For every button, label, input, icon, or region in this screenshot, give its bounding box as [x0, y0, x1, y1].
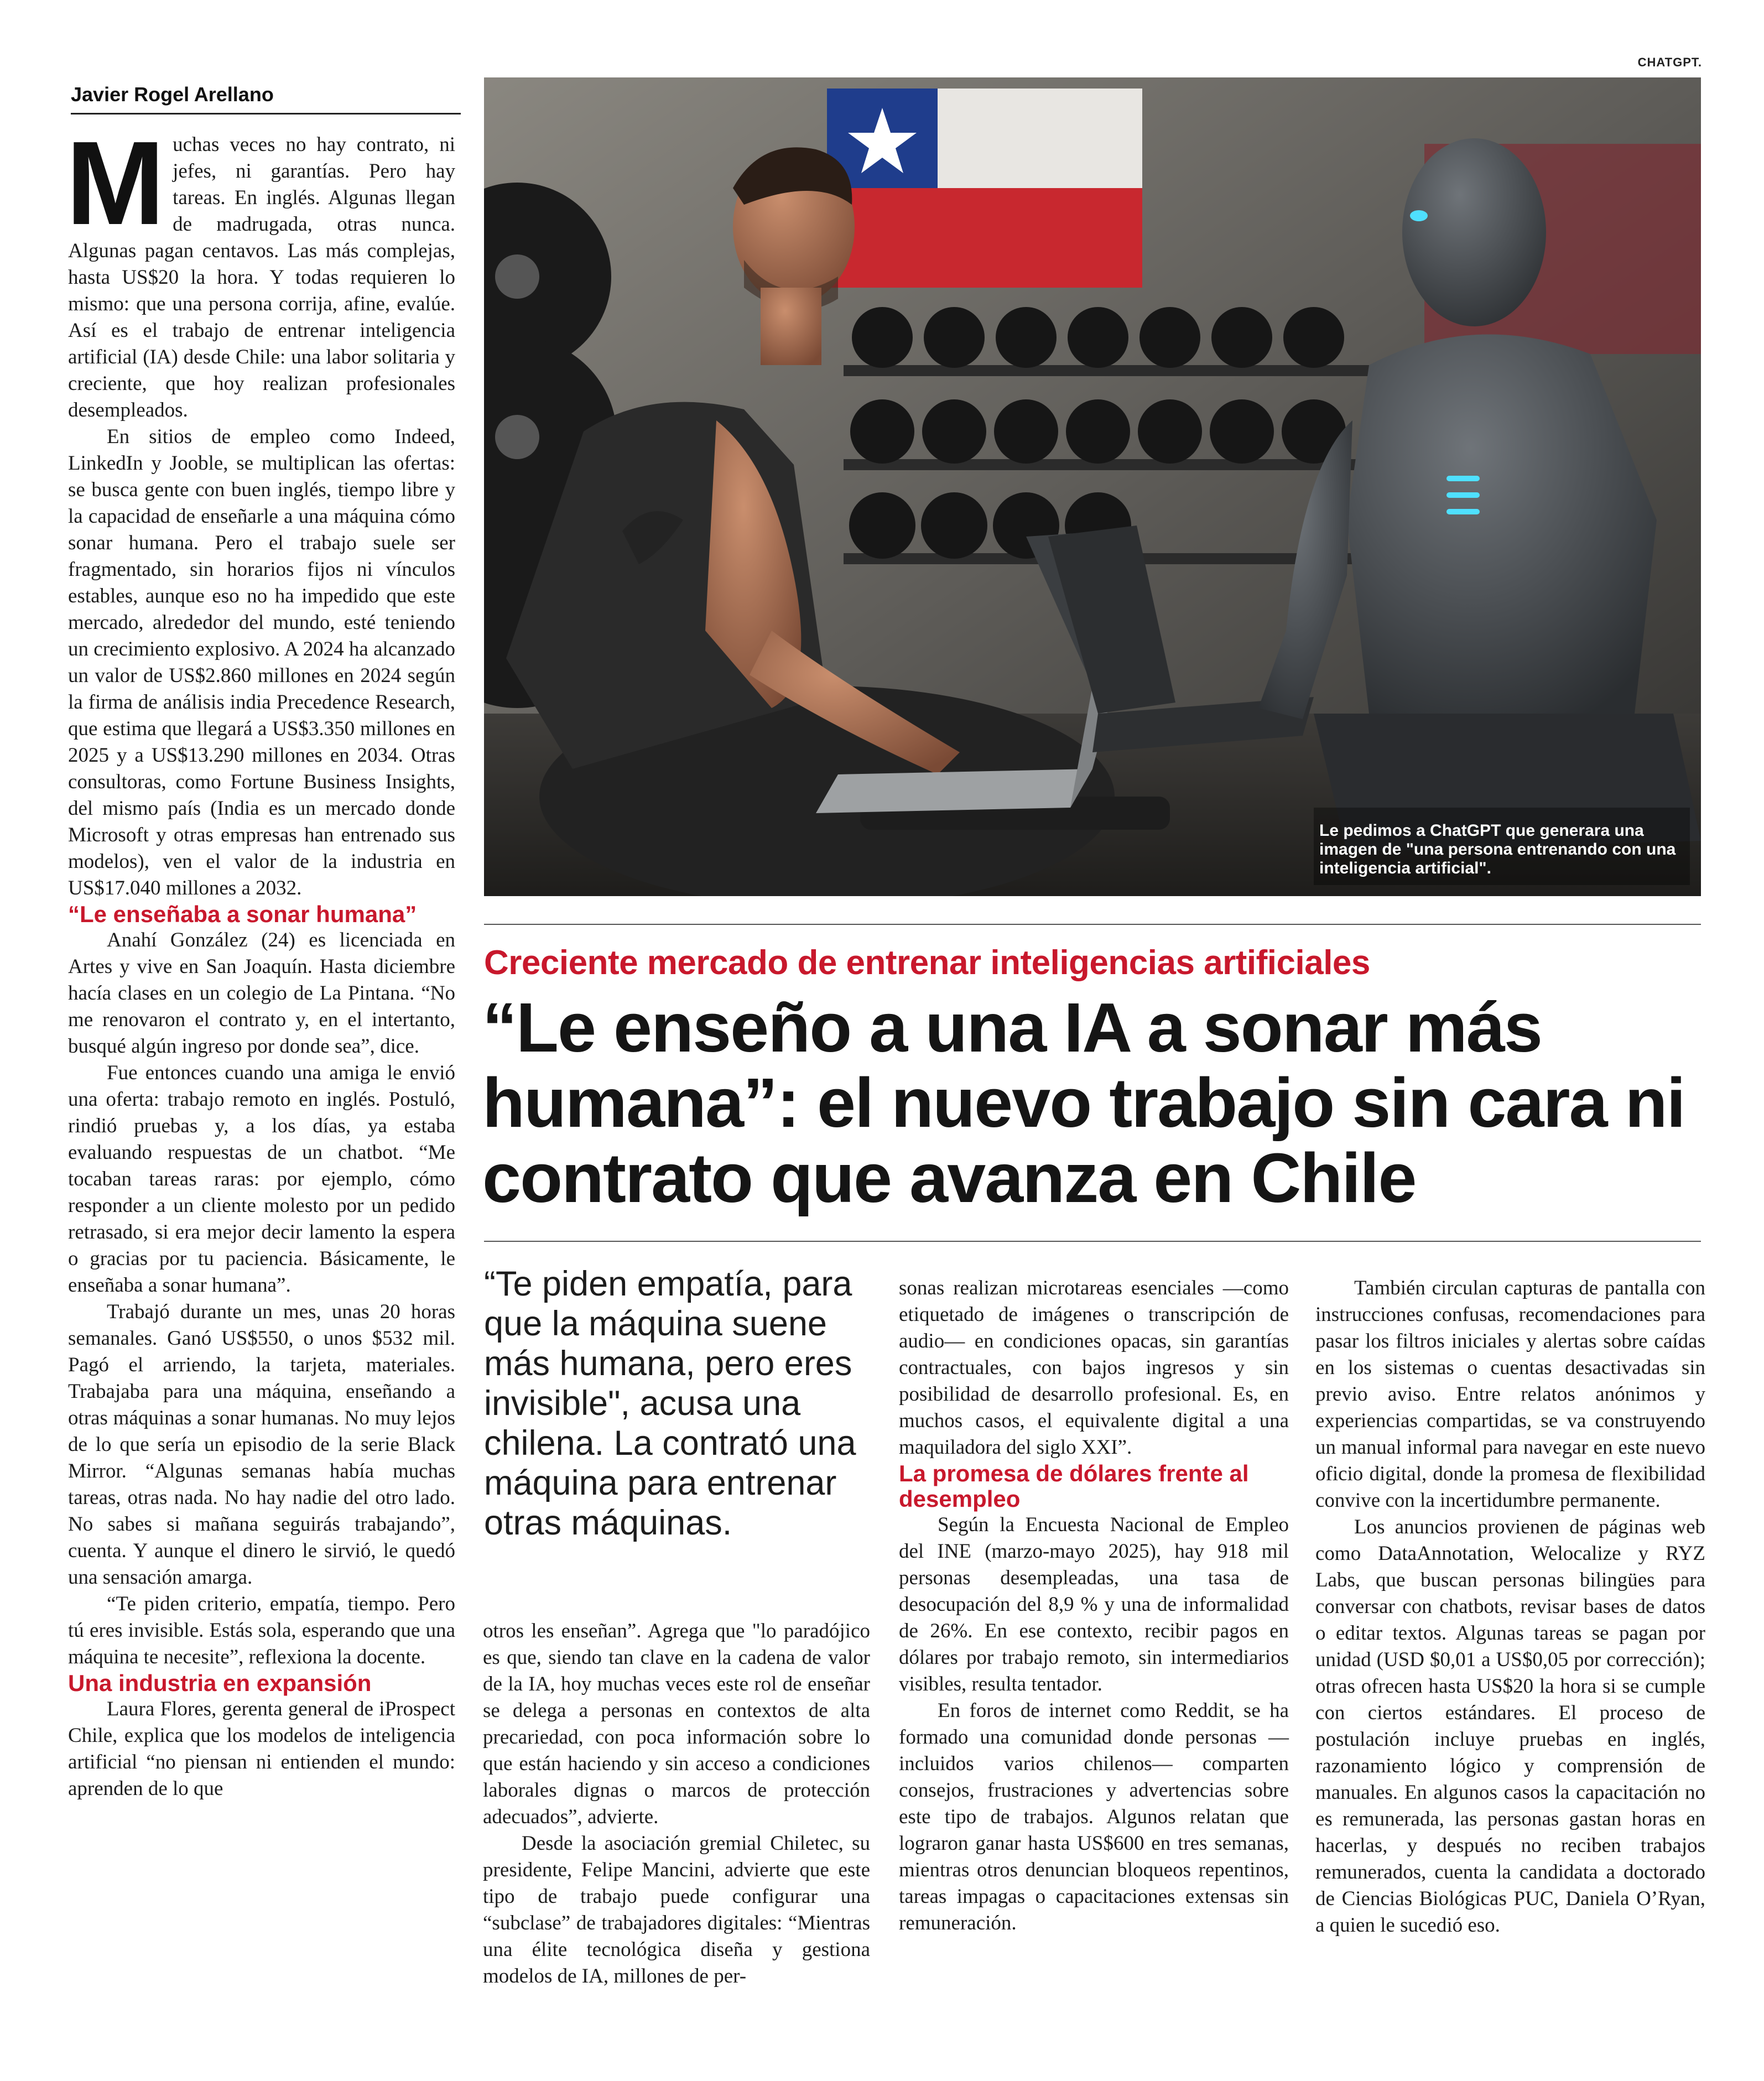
- paragraph: En foros de internet como Reddit, se ha formado una comunidad donde personas —incluidos varios chilenos— comparten consejos, frustraciones y advertencias sobre este tipo de trabajos. Algunos relatan que lograron ganar hasta US$600 en tres semanas, mientras otros denuncian bloqueos repentinos, tareas impagas o capacitaciones extensas sin remuneración.: [899, 1699, 1289, 1934]
- headline: “Le enseño a una IA a sonar más humana”: el nuevo trabajo sin cara ni contrato que avanza en Chile: [482, 989, 1685, 1217]
- ai-training-illustration: [484, 77, 1701, 896]
- kicker: Creciente mercado de entrenar inteligencias artificiales: [484, 944, 1370, 982]
- article-column-3: [899, 1275, 1289, 1937]
- divider: [484, 924, 1701, 925]
- paragraph: sonas realizan microtareas esenciales —como etiquetado de imágenes o transcripción de audio— en condiciones opacas, sin garantías contractuales, con bajos ingresos y sin posibilidad de desarrollo profesional. Es, en muchos casos, el equivalente digital a una maquiladora del siglo XXI”.: [899, 1277, 1289, 1459]
- paragraph: “Te piden criterio, empatía, tiempo. Pero tú eres invisible. Estás sola, esperando que una máquina te necesite”, reflexiona la docente.: [68, 1593, 455, 1668]
- article-column-2: [483, 1618, 870, 1990]
- paragraph: También circulan capturas de pantalla con instrucciones confusas, recomendaciones para pasar los filtros iniciales y alertas sobre caídas en los sistemas o cuentas desactivadas sin previo aviso. Entre relatos anónimos y experiencias compartidas, se va construyendo un manual informal para navegar en este nuevo oficio digital, donde la promesa de flexibilidad convive con la incertidumbre permanente.: [1315, 1277, 1705, 1512]
- byline: Javier Rogel Arellano: [71, 83, 461, 115]
- subheading-industria: Una industria en expansión: [68, 1670, 372, 1696]
- subheading-humana: “Le enseñaba a sonar humana”: [68, 901, 417, 927]
- paragraph: Laura Flores, gerenta general de iProspect Chile, explica que los modelos de inteligencia artificial “no piensan ni entienden el mundo: aprenden de lo que: [68, 1698, 455, 1800]
- photo-credit: CHATGPT.: [1637, 55, 1702, 69]
- paragraph: Los anuncios provienen de páginas web como DataAnnotation, Welocalize y RYZ Labs, que buscan personas bilingües para conversar con chatbots, revisar bases de datos o editar textos. Algunas tareas se pagan por unidad (USD $0,01 a US$0,05 por corrección); otras ofrecen hasta US$20 la hora si se cumple con ciertos estándares. El proceso de postulación incluye pruebas en inglés, razonamiento lógico y comprensión de manuales. En algunos casos la capacitación no es remunerada, las personas gastan horas en hacerlas, y después no reciben trabajos remunerados, cuenta la candidata a doctorado de Ciencias Biológicas PUC, Daniela O’Ryan, a quien le sucedió eso.: [1315, 1516, 1705, 1937]
- divider: [484, 1241, 1701, 1242]
- drop-cap: M: [66, 116, 165, 249]
- paragraph: Desde la asociación gremial Chiletec, su presidente, Felipe Mancini, advierte que este tipo de trabajo puede configurar una “subclase” de trabajadores digitales: “Mientras una élite tecnológica diseña y gestiona modelos de IA, millones de per-: [483, 1832, 870, 1988]
- article-column-4: [1315, 1275, 1705, 1939]
- paragraph: En sitios de empleo como Indeed, LinkedIn y Jooble, se multiplican las ofertas: se busca gente con buen inglés, tiempo libre y la capacidad de enseñarle a una máquina cómo sonar humana. Pero el trabajo suele ser fragmentado, sin horarios fijos ni vínculos estables, aunque eso no ha impedido que este mercado, alrededor del mundo, esté teniendo un crecimiento explosivo. A 2024 ha alcanzado un valor de US$2.860 millones en 2024 según la firma de análisis india Precedence Research, que estima que llegará a US$3.350 millones en 2025 y a US$13.290 millones en 2034. Otras consultoras, como Fortune Business Insights, del mismo país (India es un mercado donde Microsoft y otras empresas han entrenado sus modelos), ven el valor de la industria en US$17.040 millones a 2032.: [68, 425, 455, 899]
- paragraph: Según la Encuesta Nacional de Empleo del INE (marzo-mayo 2025), hay 918 mil personas desempleadas, una tasa de desocupación del 8,9 % y una de informalidad de 26%. En ese contexto, recibir pagos en dólares por trabajo remoto, sin intermediarios visibles, resulta tentador.: [899, 1513, 1289, 1695]
- paragraph: Anahí González (24) es licenciada en Artes y vive en San Joaquín. Hasta diciembre hacía clases en un colegio de La Pintana. “No me renovaron el contrato y, en el intertanto, busqué algún ingreso por donde sea”, dice.: [68, 929, 455, 1058]
- chilean-flag: [827, 89, 1142, 288]
- photo-caption: Le pedimos a ChatGPT que generara una imagen de "una persona entrenando con una inteligencia artificial".: [1319, 821, 1676, 877]
- lead-paragraph: Muchas veces no hay contrato, ni jefes, ni garantías. Pero hay tareas. En inglés. Algunas llegan de madrugada, otras nunca. Algunas pagan centavos. Las más complejas, hasta US$20 la hora. Y todas requieren lo mismo: que una persona corrija, afine, evalúe. Así es el trabajo de entrenar inteligencia artificial (IA) desde Chile: una labor solitaria y creciente, que hoy realizan profesionales desempleados.: [66, 116, 455, 422]
- article-column-1: [66, 116, 455, 1802]
- illustration-photo: [484, 77, 1701, 896]
- pull-quote: “Te piden empatía, para que la máquina suene más humana, pero eres invisible", acusa una chilena. La contrató una máquina para entrenar otras máquinas.: [484, 1265, 856, 1542]
- paragraph: Fue entonces cuando una amiga le envió una oferta: trabajo remoto en inglés. Postuló, rindió pruebas y, a los días, ya estaba evaluando respuestas de un chatbot. “Me tocaban tareas raras: por ejemplo, cómo responder a un cliente molesto por un pedido retrasado, si era mejor decir lamento la espera o gracias por tu paciencia. Básicamente, le enseñaba a sonar humana”.: [68, 1062, 455, 1297]
- paragraph: otros les enseñan”. Agrega que "lo paradójico es que, siendo tan clave en la cadena de valor de la IA, hoy muchas veces este rol de enseñar se delega a personas en contextos de alta precariedad, con poca información sobre lo que están haciendo y sin acceso a condiciones laborales dignas o marcos de protección adecuados”, advierte.: [483, 1620, 870, 1828]
- paragraph: Trabajó durante un mes, unas 20 horas semanales. Ganó US$550, o unos $532 mil. Pagó el arriendo, la tarjeta, materiales. Trabajaba para una máquina, enseñando a otras máquinas a sonar humanas. No muy lejos de lo que sería un episodio de la serie Black Mirror. “Algunas semanas había muchas tareas, otras nada. No hay nadie del otro lado. No sabes si mañana seguirás trabajando”, cuenta. Y aunque el dinero le sirvió, le quedó una sensación amarga.: [68, 1300, 455, 1589]
- subheading-promesa: La promesa de dólares frente al desempleo: [899, 1460, 1249, 1512]
